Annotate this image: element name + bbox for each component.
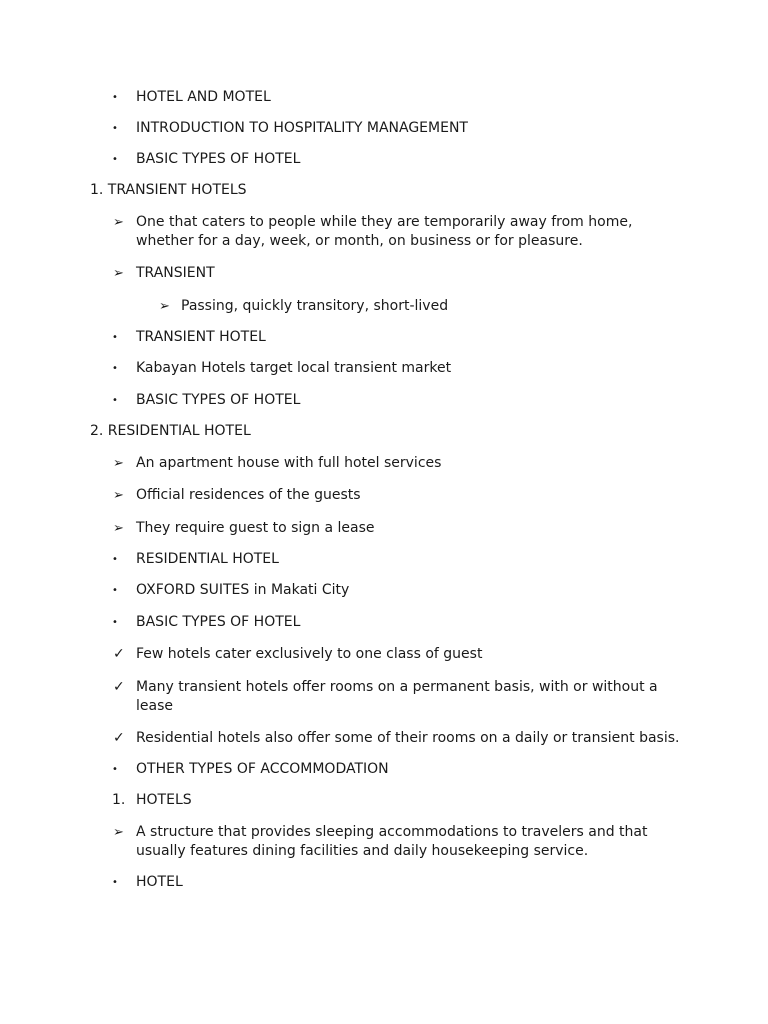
checkmark-icon: ✓ [113, 730, 125, 746]
section-heading-text: 1. TRANSIENT HOTELS [90, 182, 247, 198]
list-item-text: HOTEL AND MOTEL [136, 89, 271, 105]
list-item-text: HOTELS [136, 792, 192, 808]
bullet-marker: • [112, 154, 118, 165]
list-item-text: They require guest to sign a lease [136, 520, 375, 536]
list-item-text: Official residences of the guests [136, 487, 361, 503]
list-item-text: TRANSIENT HOTEL [136, 329, 266, 345]
list-item-text: HOTEL [136, 874, 183, 890]
bullet-marker: • [112, 332, 118, 343]
arrow-bullet-icon: ➢ [113, 488, 124, 503]
number-marker: 1. [112, 792, 126, 808]
list-item-text: An apartment house with full hotel services [136, 455, 442, 471]
bullet-marker: • [112, 554, 118, 565]
arrow-bullet-icon: ➢ [113, 521, 124, 536]
list-item-text: Passing, quickly transitory, short-lived [181, 298, 449, 314]
arrow-bullet-icon: ➢ [113, 825, 124, 840]
bullet-marker: • [112, 877, 118, 888]
list-item-text: INTRODUCTION TO HOSPITALITY MANAGEMENT [136, 120, 468, 136]
list-item-text: BASIC TYPES OF HOTEL [136, 392, 301, 408]
bullet-marker: • [112, 585, 118, 596]
bullet-marker: • [112, 764, 118, 775]
bullet-marker: • [112, 92, 118, 103]
checkmark-icon: ✓ [113, 679, 125, 695]
list-item-text: Residential hotels also offer some of their rooms on a daily or transient basis. [136, 730, 680, 746]
list-item-text: One that caters to people while they are temporarily away from home, whether for a day, week, or month, on business or for pleasure. [136, 214, 633, 249]
list-item-text: OTHER TYPES OF ACCOMMODATION [136, 761, 389, 777]
checkmark-icon: ✓ [113, 646, 125, 662]
list-item-text: BASIC TYPES OF HOTEL [136, 151, 301, 167]
bullet-marker: • [112, 617, 118, 628]
arrow-bullet-icon: ➢ [113, 215, 124, 230]
list-item-text: BASIC TYPES OF HOTEL [136, 614, 301, 630]
bullet-marker: • [112, 363, 118, 374]
list-item-text: Few hotels cater exclusively to one class of guest [136, 646, 483, 662]
arrow-bullet-icon: ➢ [113, 266, 124, 281]
list-item-text: RESIDENTIAL HOTEL [136, 551, 279, 567]
list-item-text: TRANSIENT [136, 265, 215, 281]
list-item-text: Many transient hotels offer rooms on a permanent basis, with or without a lease [136, 679, 658, 714]
bullet-marker: • [112, 123, 118, 134]
list-item-text: A structure that provides sleeping accommodations to travelers and that usually features dining facilities and daily housekeeping service. [136, 824, 648, 859]
arrow-bullet-icon: ➢ [113, 456, 124, 471]
arrow-bullet-icon: ➢ [159, 299, 170, 314]
section-heading-text: 2. RESIDENTIAL HOTEL [90, 423, 251, 439]
bullet-marker: • [112, 395, 118, 406]
list-item-text: OXFORD SUITES in Makati City [136, 582, 350, 598]
list-item-text: Kabayan Hotels target local transient market [136, 360, 452, 376]
